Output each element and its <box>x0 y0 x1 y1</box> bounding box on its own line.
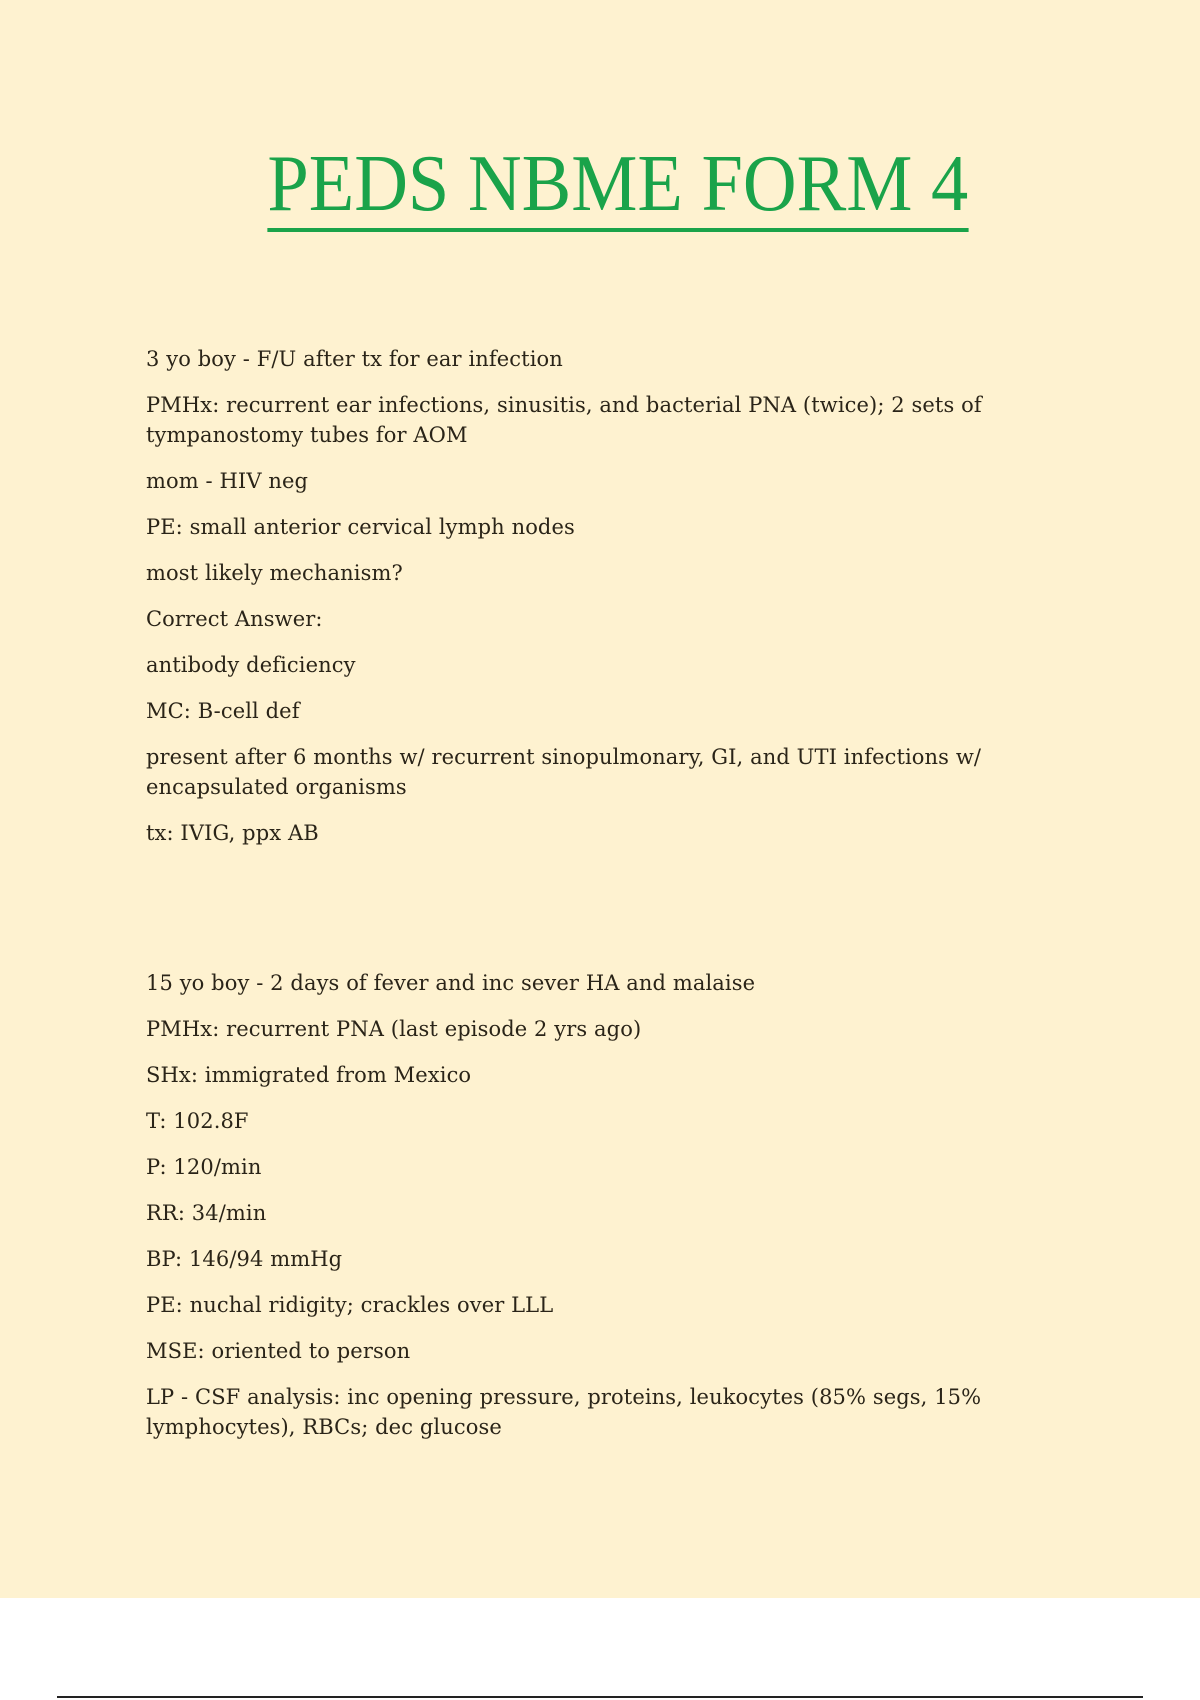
case-2-shx: SHx: immigrated from Mexico <box>146 1063 472 1087</box>
title-container <box>0 140 1200 232</box>
case-1-presentation-notes: present after 6 months w/ recurrent sinopulmonary, GI, and UTI infections w/ encapsulated organisms <box>146 745 982 799</box>
case-2-csf-analysis: LP - CSF analysis: inc opening pressure, proteins, leukocytes (85% segs, 15% lymphocytes), RBCs; dec glucose <box>146 1385 982 1439</box>
case-section-2 <box>146 968 1086 1458</box>
case-2-physical-exam: PE: nuchal ridigity; crackles over LLL <box>146 1293 554 1317</box>
case-2-mental-status-exam: MSE: oriented to person <box>146 1339 411 1363</box>
case-2-pmhx: PMHx: recurrent PNA (last episode 2 yrs ago) <box>146 1017 642 1041</box>
case-1-answer: antibody deficiency <box>146 653 356 677</box>
case-section-1 <box>146 344 1086 864</box>
case-2-blood-pressure: BP: 146/94 mmHg <box>146 1247 343 1271</box>
case-1-question: most likely mechanism? <box>146 561 403 585</box>
case-1-treatment: tx: IVIG, ppx AB <box>146 821 319 845</box>
case-2-respiratory-rate: RR: 34/min <box>146 1201 267 1225</box>
case-2-pulse: P: 120/min <box>146 1155 262 1179</box>
document-title: PEDS NBME FORM 4 <box>268 140 969 232</box>
page-divider-line <box>57 1696 1143 1698</box>
case-1-pmhx: PMHx: recurrent ear infections, sinusitis, and bacterial PNA (twice); 2 sets of tympanostomy tubes for AOM <box>146 393 982 447</box>
case-2-temperature: T: 102.8F <box>146 1109 249 1133</box>
case-2-presentation: 15 yo boy - 2 days of fever and inc sever HA and malaise <box>146 971 756 995</box>
case-1-family-history: mom - HIV neg <box>146 469 309 493</box>
case-1-most-common: MC: B-cell def <box>146 699 300 723</box>
case-1-answer-label: Correct Answer: <box>146 607 323 631</box>
case-1-physical-exam: PE: small anterior cervical lymph nodes <box>146 515 575 539</box>
case-1-presentation: 3 yo boy - F/U after tx for ear infection <box>146 347 563 371</box>
